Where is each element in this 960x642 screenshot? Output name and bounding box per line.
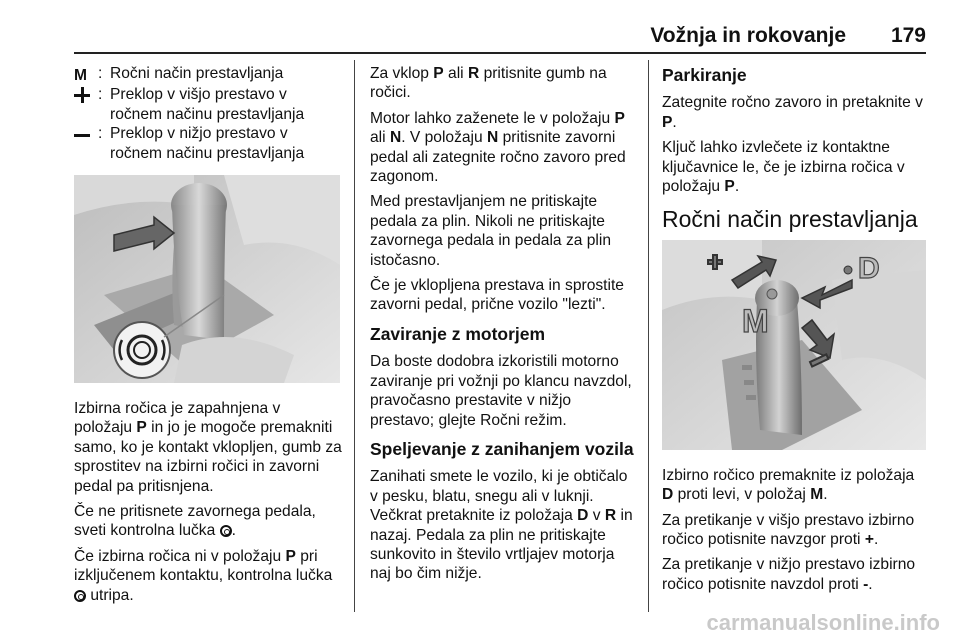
legend-key-m: M — [74, 67, 87, 84]
paragraph: Za vklop P ali R pritisnite gumb na ročici. — [370, 65, 607, 102]
paragraph: Motor lahko zaženete le v položaju P ali N. V položaju N pritisnite zavorni pedal ali zategnite ročno zavoro pred zagonom. — [370, 109, 626, 186]
brake-warning-icon — [74, 590, 86, 602]
position-label-m: M — [742, 302, 769, 339]
legend-text: Ročni način prestavljanja — [110, 65, 284, 82]
paragraph: Da boste dodobra izkoristili motorno zaviranje pri vožnji po klancu navzdol, pravočasno prestavite v nižjo prestavo; glejte Ročni režim. — [370, 353, 632, 429]
legend-sep: : — [98, 86, 103, 104]
paragraph: Zategnite ročno zavoro in pretaknite v P. — [662, 94, 923, 131]
plus-icon — [74, 87, 90, 103]
section-title: Ročni način prestavljanja — [662, 206, 918, 233]
section-heading: Speljevanje z zanihanjem vozila — [370, 438, 634, 459]
paragraph: Za pretikanje v nižjo prestavo izbirno ročico potisnite navzdol proti -. — [662, 556, 916, 593]
position-label-d: D — [858, 251, 880, 285]
section-heading: Zaviranje z motorjem — [370, 323, 546, 344]
legend-sep: : — [98, 125, 103, 143]
paragraph: Za pretikanje v višjo prestavo izbirno ročico potisnite navzgor proti +. — [662, 511, 915, 549]
paragraph: Če ne pritisnete zavornega pedala, sveti kontrolna lučka . — [74, 503, 316, 540]
column-divider — [354, 60, 355, 612]
page-header — [74, 22, 926, 54]
legend-row-minus — [74, 124, 342, 163]
column-2 — [370, 64, 636, 590]
paragraph: Če izbirna ročica ni v položaju P pri izključenem kontaktu, kontrolna lučka utripa. — [74, 547, 333, 604]
brake-warning-icon — [220, 525, 232, 537]
section-heading: Parkiranje — [662, 65, 747, 85]
legend-key-minus — [74, 124, 98, 163]
page-number: 179 — [890, 24, 926, 47]
legend-row-plus — [74, 85, 342, 124]
minus-icon — [74, 134, 90, 137]
paragraph: Ključ lahko izvlečete iz kontaktne ključavnice le, če je izbirna ročica v položaju P. — [662, 139, 905, 196]
column-3 — [662, 64, 926, 600]
column-1 — [74, 64, 342, 611]
paragraph: Med prestavljanjem ne pritiskajte pedala za plin. Nikoli ne pritiskajte zavornega pedala in pedala za plin istočasno. — [370, 193, 612, 269]
paragraph: Izbirno ročico premaknite iz položaja D proti levi, v položaj M. — [662, 466, 915, 504]
manual-shift-photo — [662, 240, 926, 450]
paragraph: Izbirna ročica je zapahnjena v položaju P in jo je mogoče premakniti samo, ko je kontakt vklopljen, gumb za sprostitev na izbirni ročici in zavorni pedal pa pritisnjena. — [74, 400, 342, 495]
watermark: carmanualsonline.info — [706, 610, 940, 635]
legend-key-plus — [74, 85, 98, 124]
gear-lever-illustration — [74, 175, 340, 383]
legend-row-m — [74, 64, 342, 85]
legend-text: Preklop v nižjo prestavo v ročnem načinu prestavljanja — [110, 125, 305, 162]
paragraph: Če je vklopljena prestava in sprostite zavorni pedal, prične vozilo "lezti". — [370, 277, 624, 314]
manual-shift-illustration — [662, 240, 926, 450]
paragraph: Zanihati smete le vozilo, ki je obtičalo v pesku, blatu, snegu ali v luknji. Večkrat pretaknite iz položaja D v R in nazaj. Pedala za plin ne pritiskajte sunkovito in število vrtljajev motorja naj bo čim nižje. — [370, 468, 633, 583]
gear-lever-photo — [74, 175, 340, 383]
legend-text: Preklop v višjo prestavo v ročnem načinu prestavljanja — [110, 86, 305, 123]
column-divider — [648, 60, 649, 612]
legend-sep: : — [98, 65, 103, 82]
page-title: Vožnja in rokovanje — [650, 24, 846, 47]
